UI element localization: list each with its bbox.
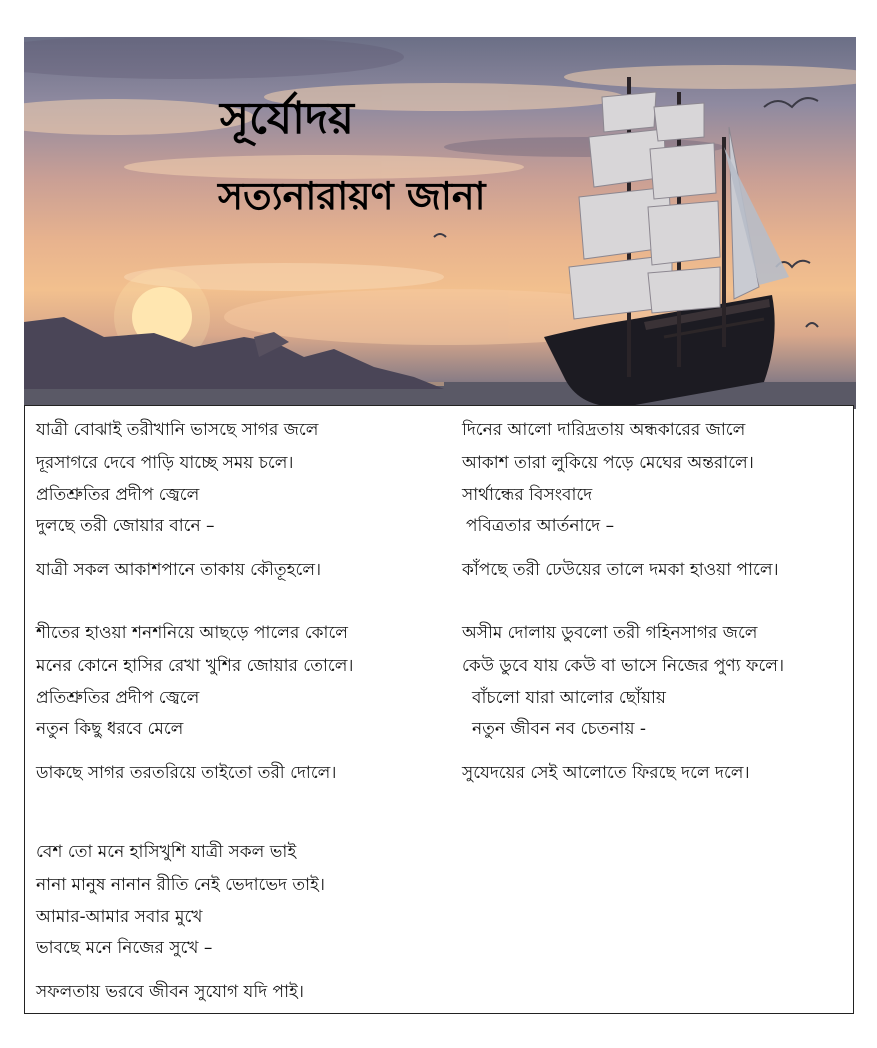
poem-line: সার্থান্ধের বিসংবাদে xyxy=(462,485,593,505)
poem-line: পবিত্রতার আর্তনাদে – xyxy=(466,516,615,536)
poem-line: প্রতিশ্রুতির প্রদীপ জ্বেলে xyxy=(36,485,200,505)
poem-line: নানা মানুষ নানান রীতি নেই ভেদাভেদ তাই। xyxy=(36,875,325,895)
poem-line: অসীম দোলায় ডুবলো তরী গহিনসাগর জলে xyxy=(462,623,758,643)
banner-image xyxy=(24,37,856,409)
poem-line: ভাবছে মনে নিজের সুখে – xyxy=(36,938,213,958)
poem-author: সত্যনারায়ণ জানা xyxy=(218,174,486,218)
poem-title: সূর্যোদয় xyxy=(220,93,354,144)
poem-line: শীতের হাওয়া শনশনিয়ে আছড়ে পালের কোলে xyxy=(36,623,348,643)
poem-line: দূরসাগরে দেবে পাড়ি যাচ্ছে সময় চলে। xyxy=(36,453,294,473)
poem-line: বাঁচলো যারা আলোর ছোঁয়ায় xyxy=(472,688,666,708)
poem-line: দুলছে তরী জোয়ার বানে – xyxy=(36,516,215,536)
poem-line: সফলতায় ভরবে জীবন সুযোগ যদি পাই। xyxy=(36,982,304,1002)
poem-line: সুযেদয়ের সেই আলোতে ফিরছে দলে দলে। xyxy=(462,763,750,783)
poem-line: নতুন জীবন নব চেতনায় - xyxy=(472,719,647,739)
poem-line: আকাশ তারা লুকিয়ে পড়ে মেঘের অন্তরালে। xyxy=(462,453,754,473)
sunset-ship-illustration xyxy=(24,37,856,409)
poem-line: ডাকছে সাগর তরতরিয়ে তাইতো তরী দোলে। xyxy=(36,763,337,783)
poem-line: মনের কোনে হাসির রেখা খুশির জোয়ার তোলে। xyxy=(36,656,354,676)
poem-line: আমার-আমার সবার মুখে xyxy=(36,907,203,927)
poem-line: বেশ তো মনে হাসিখুশি যাত্রী সকল ভাই xyxy=(36,842,297,862)
poem-line: যাত্রী সকল আকাশপানে তাকায় কৌতূহলে। xyxy=(36,560,322,580)
poem-line: প্রতিশ্রুতির প্রদীপ জ্বেলে xyxy=(36,688,200,708)
poem-line: কাঁপছে তরী ঢেউয়ের তালে দমকা হাওয়া পালে। xyxy=(462,560,779,580)
poem-line: দিনের আলো দারিদ্রতায় অন্ধকারের জালে xyxy=(462,420,746,440)
poem-line: কেউ ডুবে যায় কেউ বা ভাসে নিজের পুণ্য ফলে। xyxy=(462,656,785,676)
poem-line: নতুন কিছু ধরবে মেলে xyxy=(36,719,184,739)
poem-line: যাত্রী বোঝাই তরীখানি ভাসছে সাগর জলে xyxy=(36,420,319,440)
